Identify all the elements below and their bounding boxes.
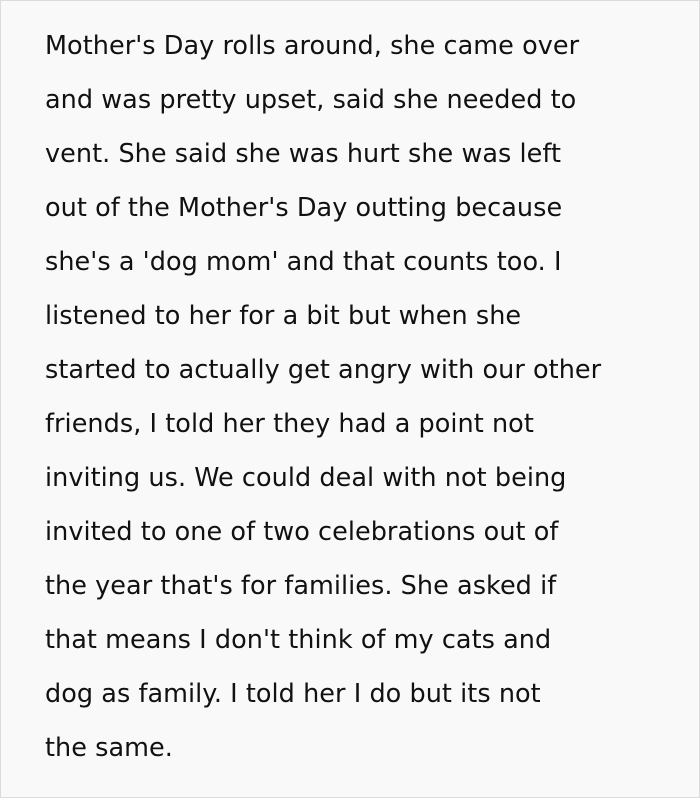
- text-line-5: she's a 'dog mom' and that counts too. I: [45, 247, 562, 277]
- text-line-7: started to actually get angry with our other: [45, 355, 602, 385]
- text-line-6: listened to her for a bit but when she: [45, 301, 522, 331]
- story-paragraph: [45, 19, 685, 775]
- text-line-2: and was pretty upset, said she needed to: [45, 85, 577, 115]
- text-line-12: that means I don't think of my cats and: [45, 625, 552, 655]
- text-line-4: out of the Mother's Day outting because: [45, 193, 563, 223]
- text-line-9: inviting us. We could deal with not being: [45, 463, 567, 493]
- text-line-3: vent. She said she was hurt she was left: [45, 139, 562, 169]
- text-line-8: friends, I told her they had a point not: [45, 409, 534, 439]
- text-line-1: Mother's Day rolls around, she came over: [45, 31, 580, 61]
- text-line-13: dog as family. I told her I do but its not: [45, 679, 541, 709]
- text-line-10: invited to one of two celebrations out of: [45, 517, 559, 547]
- text-line-14: the same.: [45, 733, 173, 763]
- text-line-11: the year that's for families. She asked if: [45, 571, 557, 601]
